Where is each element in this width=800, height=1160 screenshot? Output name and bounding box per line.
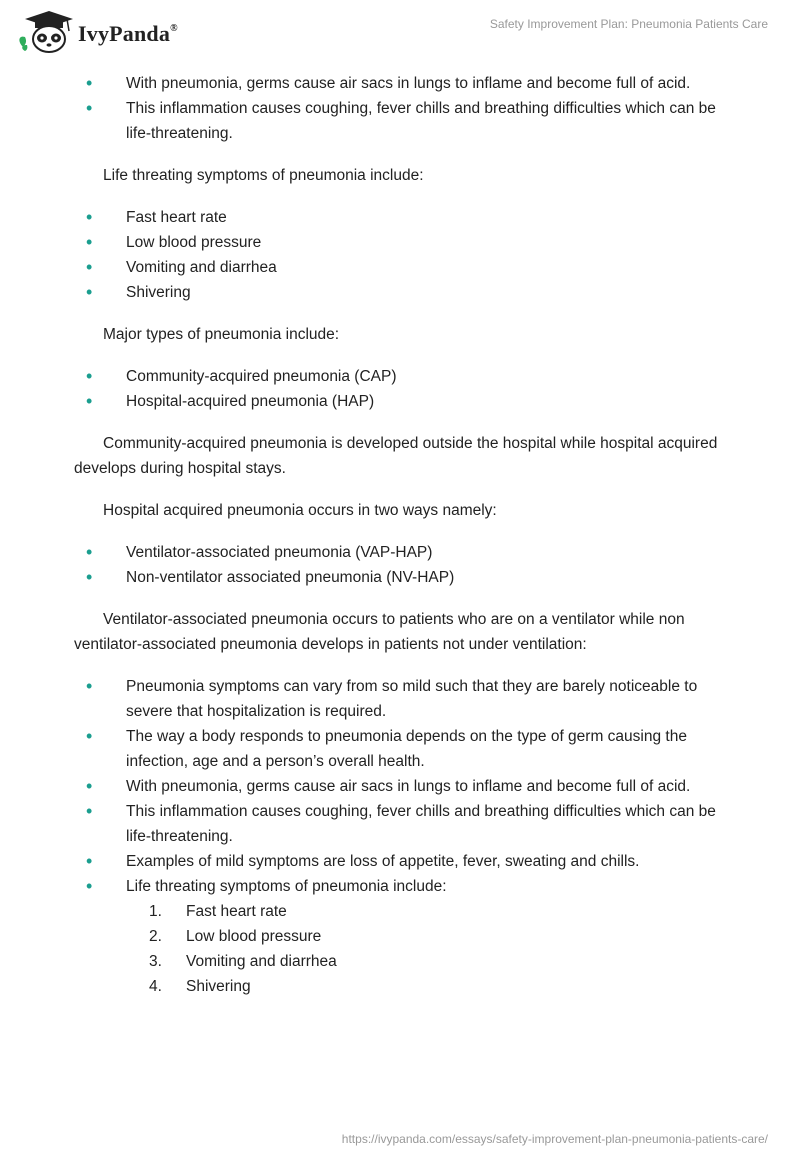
source-url-link[interactable]: https://ivypanda.com/essays/safety-improvement-plan-pneumonia-patients-care/ (341, 1132, 768, 1146)
paragraph: Community-acquired pneumonia is developed outside the hospital while hospital acquired develops during hospital stays. (74, 435, 718, 477)
bullet-icon: • (86, 98, 93, 118)
bullet-icon: • (86, 366, 93, 386)
list-item: • Pneumonia symptoms can vary from so mild such that they are barely noticeable to severe that hospitalization is required. (86, 676, 698, 720)
list-item: • Hospital-acquired pneumonia (HAP) (74, 389, 734, 414)
bullet-icon: • (86, 232, 93, 252)
bullet-list-symptoms (74, 205, 734, 305)
bullet-icon: • (86, 851, 93, 871)
list-item: • This inflammation causes coughing, fever chills and breathing difficulties which can be life-threatening. (86, 801, 716, 845)
document-body (74, 71, 734, 999)
bullet-list-types (74, 364, 734, 414)
list-item: • Life threating symptoms of pneumonia include: 1. Fast heart rate 2. Low blood pressure 3. Vomiting and diarrhea 4. Shivering (74, 874, 734, 999)
bullet-icon: • (86, 391, 93, 411)
list-item: • Fast heart rate (74, 205, 734, 230)
bullet-list-pneumonia-effects (74, 71, 734, 146)
numbered-item: 3. Vomiting and diarrhea (149, 953, 337, 970)
list-item: • Low blood pressure (74, 230, 734, 255)
bullet-icon: • (86, 676, 93, 696)
list-item: • Examples of mild symptoms are loss of appetite, fever, sweating and chills. (74, 849, 734, 874)
bullet-icon: • (86, 282, 93, 302)
document-title: Safety Improvement Plan: Pneumonia Patients Care (489, 17, 768, 31)
bullet-icon: • (86, 542, 93, 562)
list-item: • Vomiting and diarrhea (74, 255, 734, 280)
bullet-icon: • (86, 876, 93, 896)
list-item: • Community-acquired pneumonia (CAP) (74, 364, 734, 389)
bullet-icon: • (86, 207, 93, 227)
paragraph: Ventilator-associated pneumonia occurs to patients who are on a ventilator while non ventilator-associated pneumonia develops in patients not under ventilation: (74, 611, 685, 653)
list-item: • Ventilator-associated pneumonia (VAP-HAP) (74, 540, 734, 565)
paragraph: Major types of pneumonia include: (103, 326, 340, 343)
registered-mark: ® (170, 22, 178, 34)
numbered-sublist (126, 899, 734, 999)
brand-text: IvyPanda (78, 21, 171, 46)
bullet-icon: • (86, 257, 93, 277)
bullet-icon: • (86, 801, 93, 821)
list-item: • With pneumonia, germs cause air sacs in lungs to inflame and become full of acid. (74, 774, 734, 799)
page-header (0, 0, 800, 60)
paragraph: Hospital acquired pneumonia occurs in two ways namely: (103, 502, 497, 519)
bullet-list-summary (74, 674, 734, 999)
bullet-icon: • (86, 776, 93, 796)
paragraph: Life threating symptoms of pneumonia include: (103, 167, 424, 184)
bullet-icon: • (86, 73, 93, 93)
numbered-item: 2. Low blood pressure (149, 928, 322, 945)
bullet-icon: • (86, 726, 93, 746)
list-item: • The way a body responds to pneumonia depends on the type of germ causing the infection, age and a person’s overall health. (86, 726, 687, 770)
list-item: • This inflammation causes coughing, fever chills and breathing difficulties which can be life-threatening. (86, 98, 716, 142)
list-item: • With pneumonia, germs cause air sacs in lungs to inflame and become full of acid. (74, 71, 734, 96)
numbered-item: 4. Shivering (149, 978, 251, 995)
list-item: • Shivering (74, 280, 734, 305)
bullet-icon: • (86, 567, 93, 587)
numbered-item: 1. Fast heart rate (149, 903, 287, 920)
bullet-list-hap-ways (74, 540, 734, 590)
list-item: • Non-ventilator associated pneumonia (NV-HAP) (74, 565, 734, 590)
brand-name[interactable] (78, 21, 178, 47)
panda-logo-icon[interactable] (15, 9, 79, 55)
